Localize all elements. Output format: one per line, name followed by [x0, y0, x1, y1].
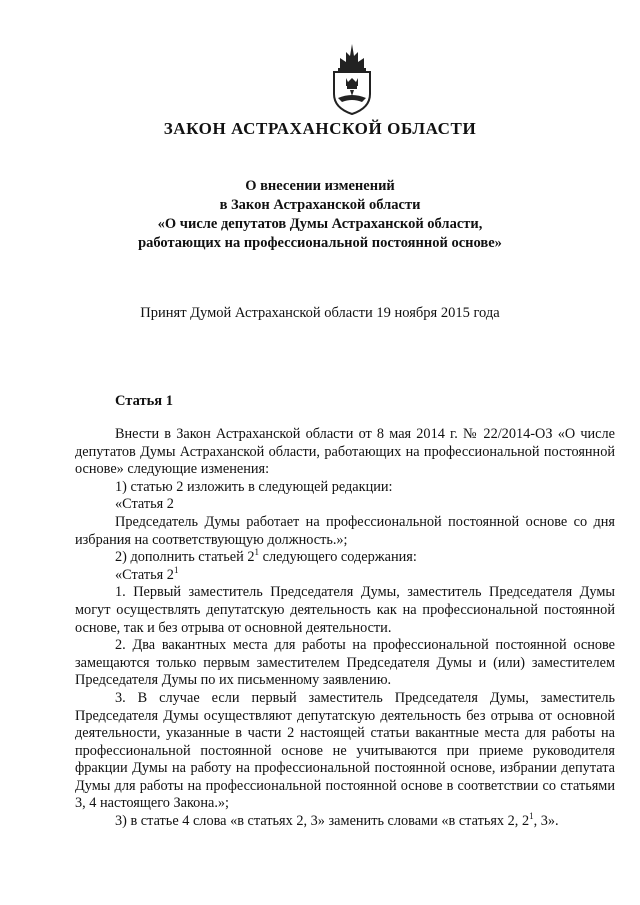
- paragraph: [75, 813, 615, 831]
- law-subtitle: [120, 177, 520, 253]
- subtitle-line: «О числе депутатов Думы Астраханской области,: [157, 216, 483, 232]
- superscript: 1: [173, 564, 179, 575]
- coat-of-arms-icon: [320, 38, 384, 118]
- paragraph-text: , 3».: [533, 813, 559, 830]
- paragraph: Председатель Думы работает на профессиональной постоянной основе со дня избрания на соответствующую должность.»;: [75, 513, 615, 548]
- paragraph: Внести в Закон Астраханской области от 8 мая 2014 г. № 22/2014-ОЗ «О числе депутатов Думы Астраханской области, работающих на профессиональной постоянной основе» следующие изменения:: [75, 426, 615, 478]
- paragraph-text: «Статья 2: [115, 566, 174, 583]
- paragraph-text: следующего содержания:: [259, 549, 417, 566]
- article-body: [75, 426, 615, 831]
- subtitle-line: работающих на профессиональной постоянной основе»: [138, 235, 502, 251]
- superscript: 1: [254, 547, 260, 558]
- paragraph-text: 2) дополнить статьей 2: [115, 549, 255, 566]
- paragraph-text: 3) в статье 4 слова «в статьях 2, 3» заменить словами «в статьях 2, 2: [115, 813, 530, 830]
- subtitle-line: в Закон Астраханской области: [219, 197, 421, 213]
- paragraph: 1) статью 2 изложить в следующей редакции:: [115, 478, 393, 495]
- law-title: ЗАКОН АСТРАХАНСКОЙ ОБЛАСТИ: [163, 119, 477, 138]
- paragraph: 1. Первый заместитель Председателя Думы, заместитель Председателя Думы могут осуществлять депутатскую деятельность как на профессиональной постоянной основе, так и без отрыва от основной деятельности.: [75, 584, 615, 636]
- paragraph: «Статья 2: [115, 496, 174, 513]
- paragraph: [75, 549, 615, 567]
- article-heading: Статья 1: [115, 393, 173, 409]
- paragraph: 3. В случае если первый заместитель Председателя Думы, заместитель Председателя Думы осуществляют депутатскую деятельность без отрыва от основной деятельности, указанные в части 2 настоящей статьи вакантные места для работы на профессиональной постоянной основе не учитываются при приеме руководителя фракции Думы на работу на профессиональной постоянной основе, избрании депутата Думы для работы на профессиональной постоянной основе в соответствии со статьями 3, 4 настоящего Закона.»;: [75, 689, 615, 812]
- superscript: 1: [529, 811, 534, 822]
- subtitle-line: О внесении изменений: [245, 178, 395, 194]
- paragraph: 2. Два вакантных места для работы на профессиональной постоянной основе замещаются только первым заместителем Председателя Думы и (или) заместителем Председателя Думы по их письменному заявлению.: [75, 637, 615, 689]
- paragraph: [75, 564, 615, 585]
- adoption-statement: Принят Думой Астраханской области 19 ноября 2015 года: [140, 305, 500, 321]
